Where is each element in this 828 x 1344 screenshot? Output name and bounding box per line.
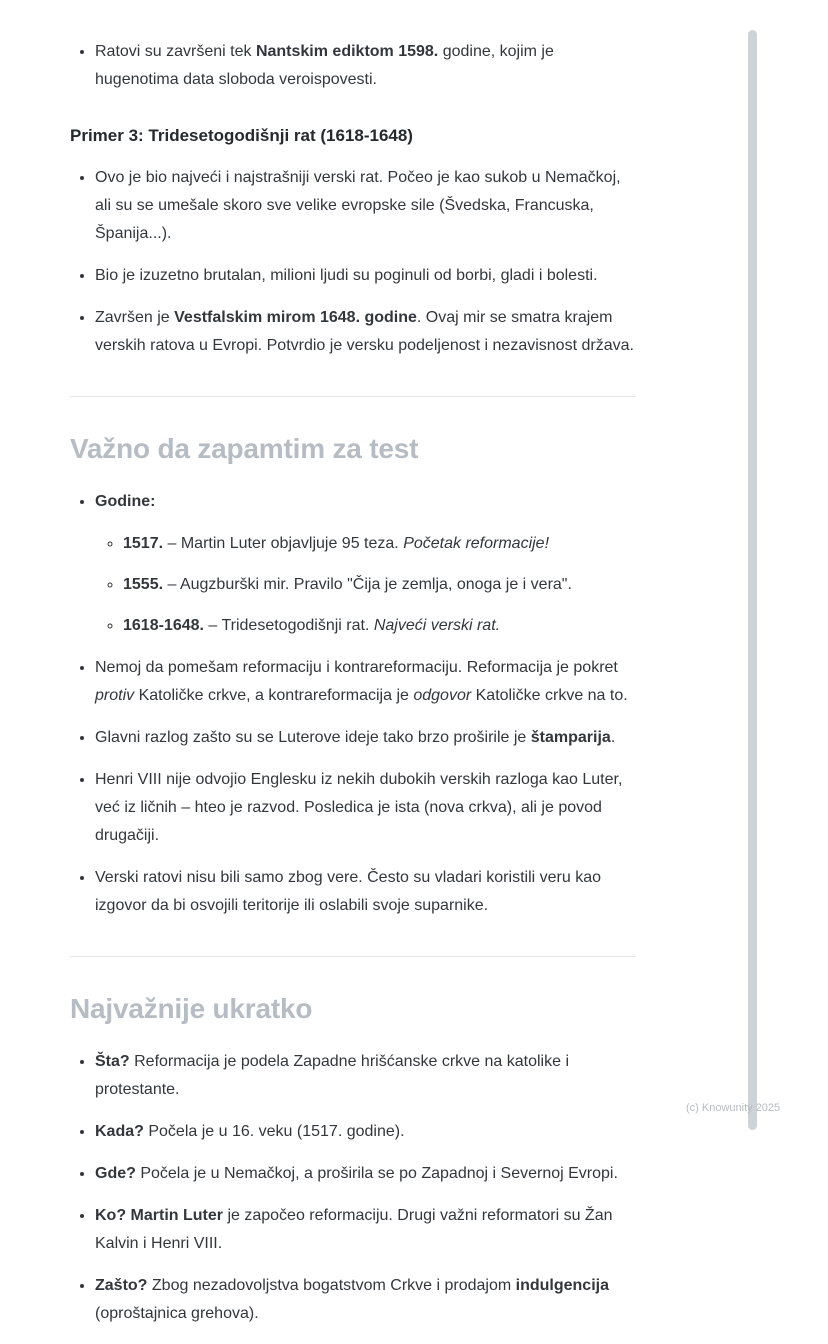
godine-label: Godine: [95,492,156,510]
list-item: • Verski ratovi nisu bili samo zbog vere. Često su vladari koristili veru kao izgovor da bi osvojili teritorije ili oslabili svoje suparnike. [95,864,636,920]
vazno-list [70,488,636,920]
sublist-item: ◦ 1517. – Martin Luter objavljuje 95 teza. Početak reformacije! [123,530,636,558]
document-page [70,22,636,1344]
list-item: • Henri VIII nije odvojio Englesku iz nekih dubokih verskih razloga kao Luter, već iz ličnih – hteo je razvod. Posledica je ista (nova crkva), ali je povod drugačiji. [95,766,636,850]
najvaznije-list [70,1048,636,1328]
primer3-heading: Primer 3: Tridesetogodišnji rat (1618-1648) [70,126,413,145]
top-list [70,38,636,94]
list-item: • Ko? Martin Luter je započeo reformaciju. Drugi važni reformatori su Žan Kalvin i Henri VIII. [95,1202,636,1258]
sublist-item: ◦ 1618-1648. – Tridesetogodišnji rat. Najveći verski rat. [123,612,636,640]
watermark-copyright: (c) Knowunity 2025 [686,1102,781,1114]
list-item: • Zašto? Zbog nezadovoljstva bogatstvom Crkve i prodajom indulgencija (oproštajnica grehova). [95,1272,636,1328]
list-item: • Nemoj da pomešam reformaciju i kontrareformaciju. Reformacija je pokret protiv Katoličke crkve, a kontrareformacija je odgovor Katoličke crkve na to. [95,654,636,710]
section-title-najvaznije: Najvažnije ukratko [70,992,313,1024]
list-item: • Završen je Vestfalskim mirom 1648. godine. Ovaj mir se smatra krajem verskih ratova u Evropi. Potvrdio je versku podeljenost i nezavisnost država. [95,304,636,360]
list-item: • Glavni razlog zašto su se Luterove ideje tako brzo proširile je štamparija. [95,724,636,752]
list-item [95,488,636,640]
list-item: • Šta? Reformacija je podela Zapadne hrišćanske crkve na katolike i protestante. [95,1048,636,1104]
primer3-list [70,164,636,360]
list-item: • Kada? Počela je u 16. veku (1517. godine). [95,1118,636,1146]
scrollbar-thumb[interactable] [748,30,757,1130]
list-item: • Bio je izuzetno brutalan, milioni ljudi su poginuli od borbi, gladi i bolesti. [95,262,636,290]
section-title-vazno: Važno da zapamtim za test [70,432,419,464]
list-item: • Gde? Počela je u Nemačkoj, a proširila se po Zapadnoj i Severnoj Evropi. [95,1160,636,1188]
godine-sublist [95,530,636,640]
divider [70,396,636,397]
list-item: • Ratovi su završeni tek Nantskim ediktom 1598. godine, kojim je hugenotima data sloboda veroispovesti. [95,38,636,94]
sublist-item: ◦ 1555. – Augzburški mir. Pravilo "Čija je zemlja, onoga je i vera". [123,571,636,599]
list-item: • Ovo je bio najveći i najstrašniji verski rat. Počeo je kao sukob u Nemačkoj, ali su se umešale skoro sve velike evropske sile (Švedska, Francuska, Španija...). [95,164,636,248]
divider [70,956,636,957]
